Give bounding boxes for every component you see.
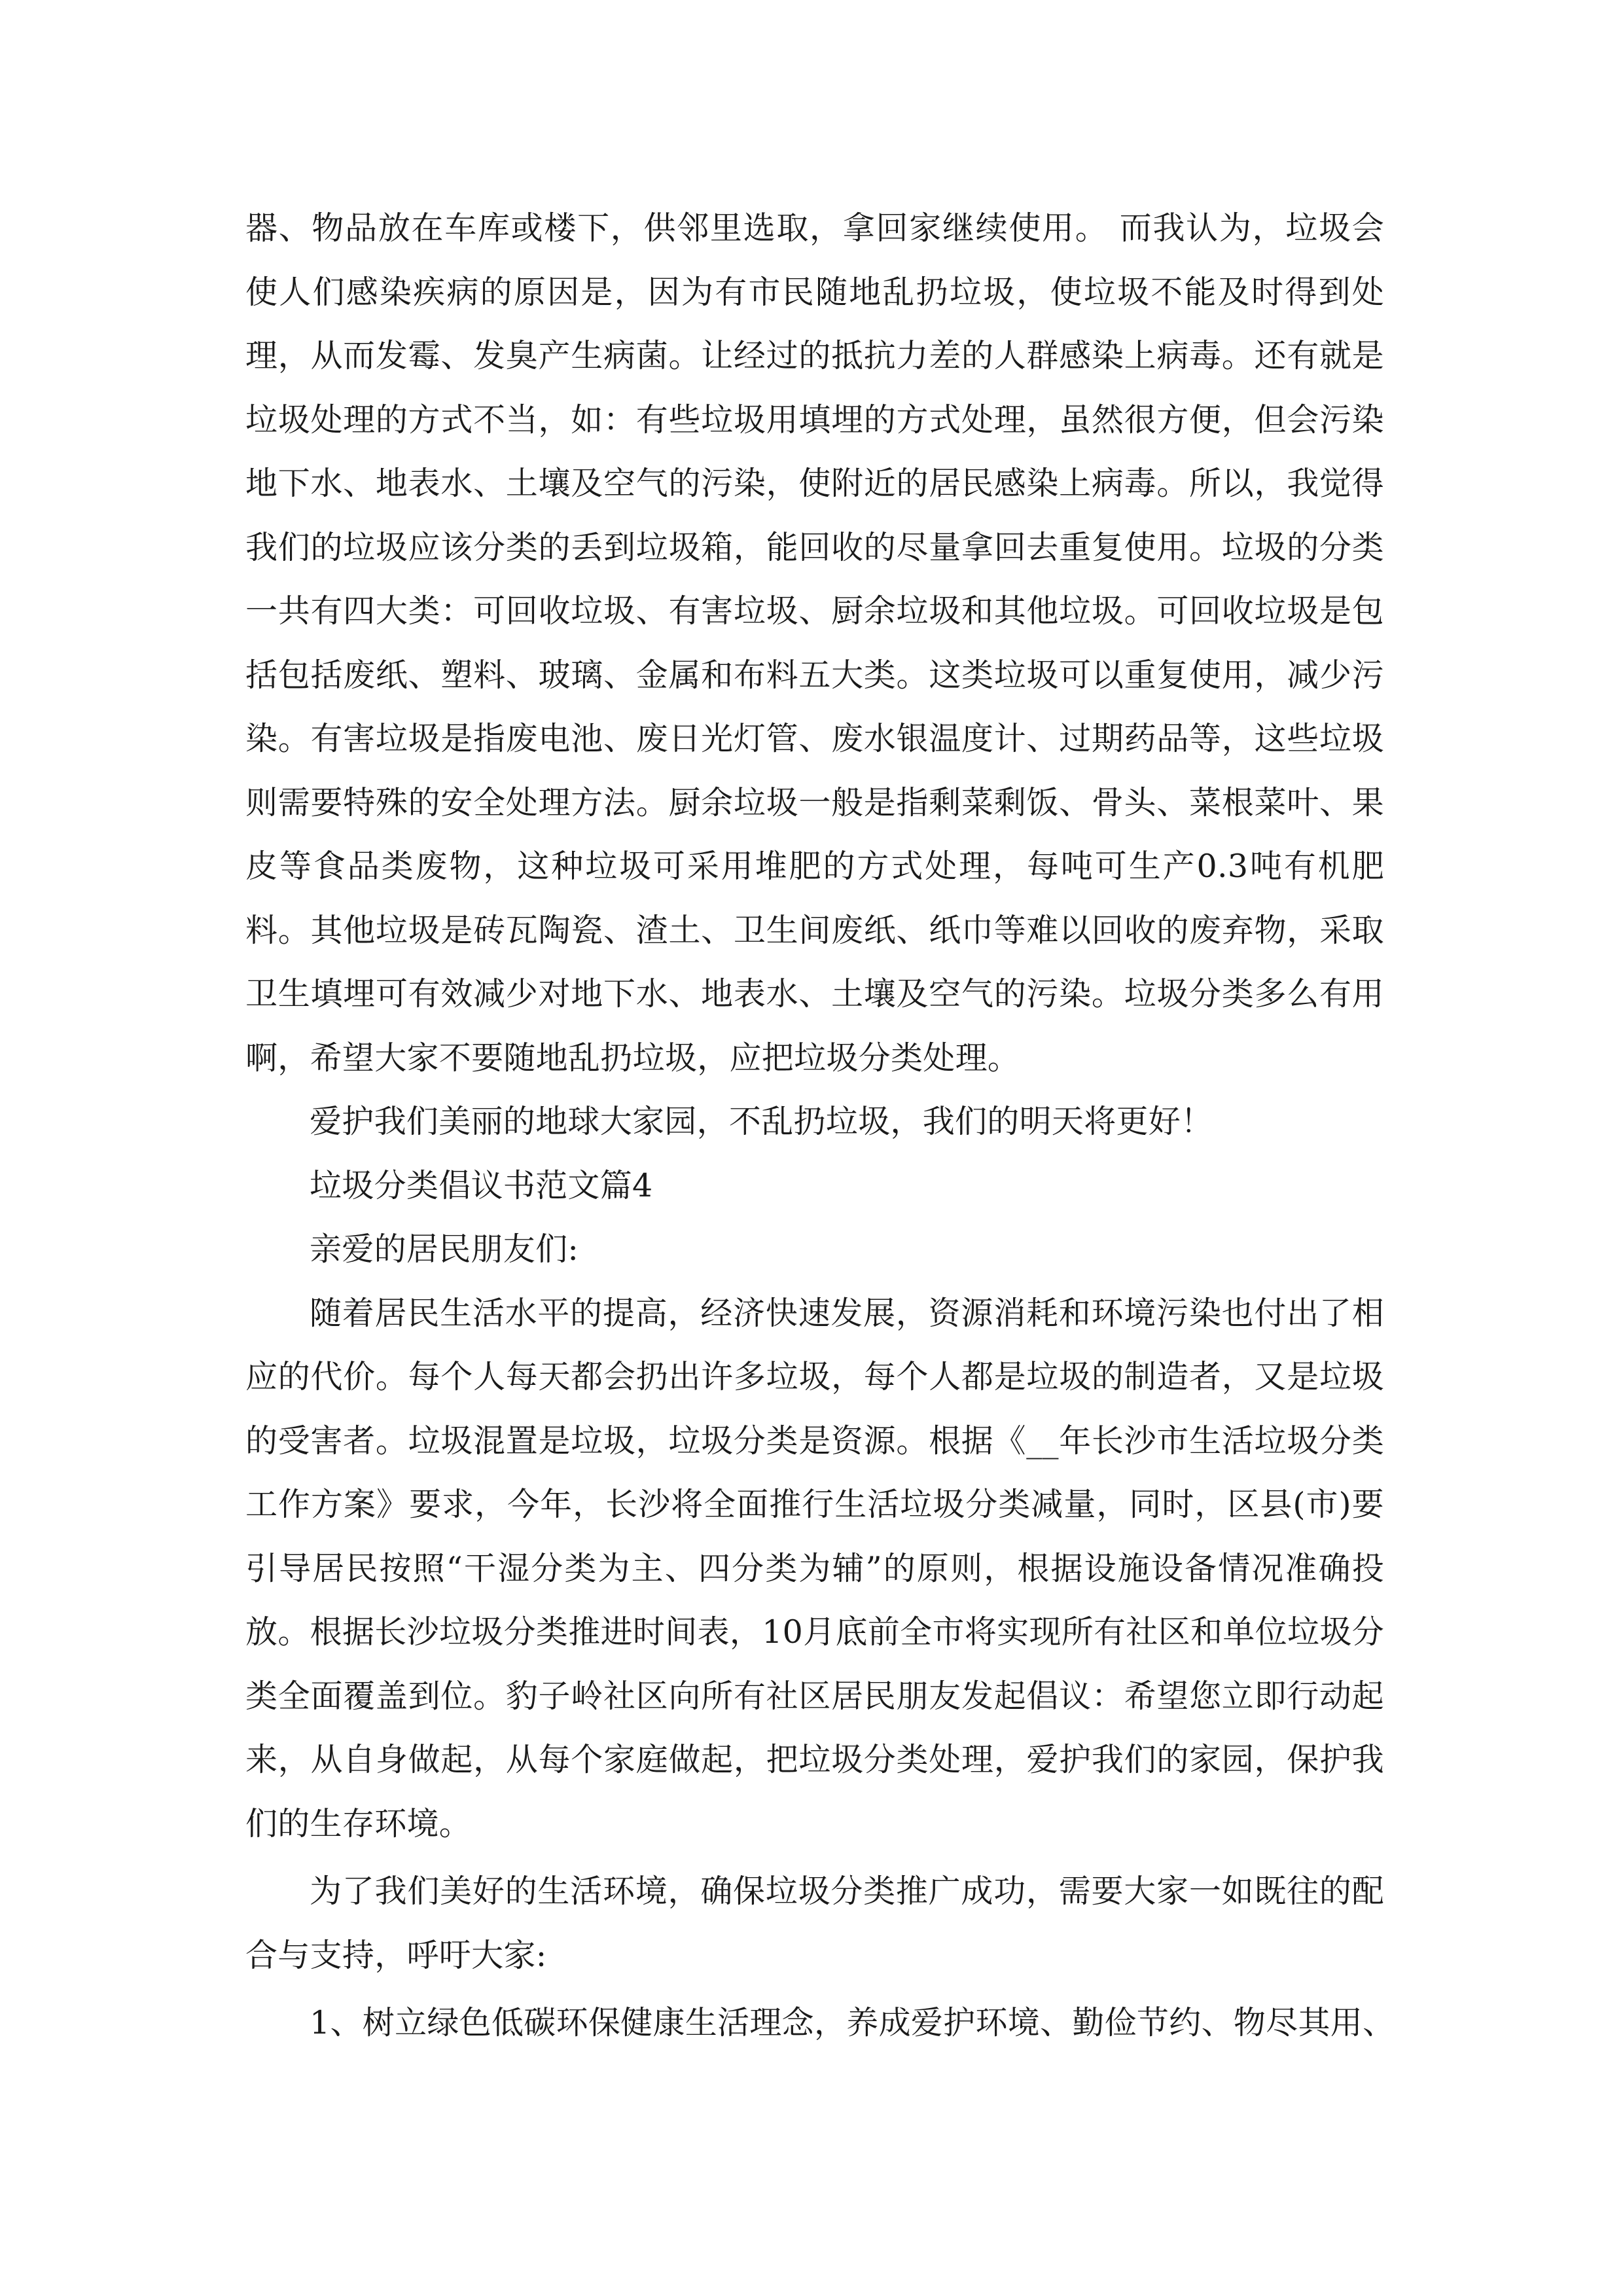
paragraph-initiative-background: 随着居民生活水平的提高，经济快速发展，资源消耗和环境污染也付出了相应的代价。每个人每天都会扔出许多垃圾，每个人都是垃圾的制造者，又是垃圾的受害者。垃圾混置是垃圾，垃圾分类是资源。根据《__年长沙市生活垃圾分类工作方案》要求，今年，长沙将全面推行生活垃圾分类减量，同时，区县(市)要引导居民按照“干湿分类为主、四分类为辅”的原则，根据设施设备情况准确投放。根据长沙垃圾分类推进时间表，10月底前全市将实现所有社区和单位垃圾分类全面覆盖到位。豹子岭社区向所有社区居民朋友发起倡议：希望您立即行动起来，从自身做起，从每个家庭做起，把垃圾分类处理，爱护我们的家园，保护我们的生存环境。 bbox=[245, 1294, 1384, 1842]
paragraph-protect-earth: 爱护我们美丽的地球大家园，不乱扔垃圾，我们的明天将更好！ bbox=[310, 1103, 1213, 1140]
paragraph-continued-waste-hazards: 器、物品放在车库或楼下，供邻里选取，拿回家继续使用。 而我认为，垃圾会使人们感染疾病的原因是，因为有市民随地乱扔垃圾，使垃圾不能及时得到处理，从而发霉、发臭产生病菌。让经过的抵抗力差的人群感染上病毒。还有就是垃圾处理的方式不当，如：有些垃圾用填埋的方式处理，虽然很方便，但会污染地下水、地表水、土壤及空气的污染，使附近的居民感染上病毒。所以，我觉得我们的垃圾应该分类的丢到垃圾箱，能回收的尽量拿回去重复使用。垃圾的分类一共有四大类：可回收垃圾、有害垃圾、厨余垃圾和其他垃圾。可回收垃圾是包括包括废纸、塑料、玻璃、金属和布料五大类。这类垃圾可以重复使用，减少污染。有害垃圾是指废电池、废日光灯管、废水银温度计、过期药品等，这些垃圾则需要特殊的安全处理方法。厨余垃圾一般是指剩菜剩饭、骨头、菜根菜叶、果皮等食品类废物，这种垃圾可采用堆肥的方式处理，每吨可生产0.3吨有机肥料。其他垃圾是砖瓦陶瓷、渣土、卫生间废纸、纸巾等难以回收的废弃物，采取卫生填埋可有效减少对地下水、地表水、土壤及空气的污染。垃圾分类多么有用啊，希望大家不要随地乱扔垃圾，应把垃圾分类处理。 bbox=[245, 209, 1384, 1077]
document-page bbox=[245, 196, 1395, 2055]
salutation: 亲爱的居民朋友们: bbox=[310, 1230, 579, 1268]
paragraph-call-to-action: 为了我们美好的生活环境，确保垃圾分类推广成功，需要大家一如既往的配合与支持，呼吁大家: bbox=[245, 1873, 1384, 1974]
section-heading: 垃圾分类倡议书范文篇4 bbox=[310, 1166, 653, 1204]
list-item-1: 1、树立绿色低碳环保健康生活理念，养成爱护环境、勤俭节约、物尽其用、 bbox=[310, 2004, 1395, 2041]
